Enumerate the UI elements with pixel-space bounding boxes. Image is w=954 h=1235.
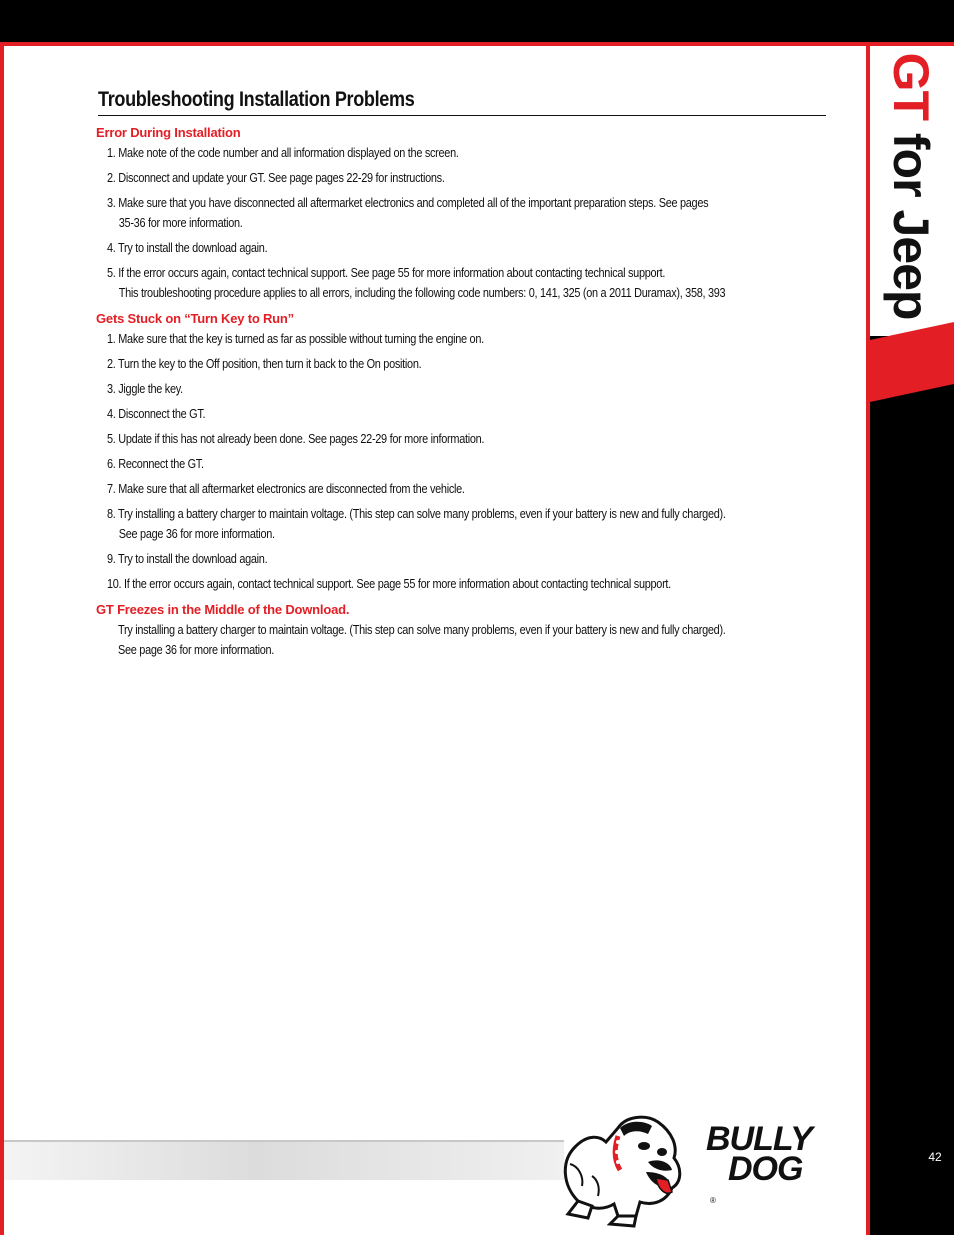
top-red-line	[0, 42, 954, 46]
list-item-line: 8. Try installing a battery charger to maintain voltage. (This step can solve many problems, even if your battery is new and fully charged).	[107, 506, 726, 521]
list-item-line: 5. If the error occurs again, contact technical support. See page 55 for more information about contacting technical support.	[107, 265, 666, 280]
list-item-line: 3. Make sure that you have disconnected all aftermarket electronics and completed all of the important preparation steps. See pages	[107, 195, 709, 210]
list-item	[96, 193, 836, 233]
list-item	[96, 143, 836, 163]
main-content	[96, 88, 836, 660]
list-item	[96, 354, 836, 374]
paragraph	[96, 620, 836, 660]
list-item	[96, 238, 836, 258]
list-item-line: 4. Disconnect the GT.	[107, 406, 206, 421]
section	[96, 600, 836, 660]
bully-dog-logo	[548, 1106, 848, 1231]
list-item	[96, 479, 836, 499]
list-item	[96, 574, 836, 594]
list-item-line: 10. If the error occurs again, contact technical support. See page 55 for more information about contacting technical support.	[107, 576, 671, 591]
list-item	[96, 329, 836, 349]
top-black-bar	[0, 0, 954, 42]
list-item-line: 2. Disconnect and update your GT. See page pages 22-29 for instructions.	[107, 170, 445, 185]
list-item-line: 4. Try to install the download again.	[107, 240, 268, 255]
list-item	[96, 504, 836, 544]
side-title-rest: for Jeep	[883, 120, 939, 320]
left-red-line	[0, 42, 4, 1235]
sections	[96, 123, 836, 660]
logo-line-2: DOG	[728, 1150, 803, 1188]
list-item-line: 2. Turn the key to the Off position, then turn it back to the On position.	[107, 356, 422, 371]
list-item-line: 7. Make sure that all aftermarket electronics are disconnected from the vehicle.	[107, 481, 465, 496]
list-item-line: 35-36 for more information.	[118, 215, 243, 230]
list-item	[96, 379, 836, 399]
list-item-line: 5. Update if this has not already been done. See pages 22-29 for more information.	[107, 431, 485, 446]
list-item-line: 3. Jiggle the key.	[107, 381, 183, 396]
paragraph-line: See page 36 for more information.	[118, 642, 275, 657]
list-item	[96, 429, 836, 449]
list-item	[96, 168, 836, 188]
bulldog-mascot-icon	[548, 1106, 718, 1231]
section-heading: Error During Installation	[96, 125, 241, 140]
list-item-line: 1. Make sure that the key is turned as far as possible without turning the engine on.	[107, 331, 484, 346]
list-item	[96, 454, 836, 474]
side-title-gt: GT	[883, 52, 939, 121]
list-item-line: This troubleshooting procedure applies to all errors, including the following code numbers: 0, 141, 325 (on a 2011 Duramax), 358, 393	[118, 285, 726, 300]
list-item-line: 6. Reconnect the GT.	[107, 456, 204, 471]
section	[96, 309, 836, 594]
section-heading: GT Freezes in the Middle of the Download.	[96, 602, 350, 617]
side-title	[882, 53, 940, 320]
list-item-line: See page 36 for more information.	[118, 526, 275, 541]
page-number: 42	[928, 1150, 942, 1164]
logo-registered-mark: ®	[710, 1196, 716, 1205]
list-item	[96, 263, 836, 303]
list-item-line: 1. Make note of the code number and all information displayed on the screen.	[107, 145, 459, 160]
footer-band	[4, 1140, 564, 1180]
list-item	[96, 404, 836, 424]
paragraph-line: Try installing a battery charger to maintain voltage. (This step can solve many problems, even if your battery is new and fully charged).	[118, 622, 726, 637]
list-item	[96, 549, 836, 569]
section	[96, 123, 836, 303]
page-title: Troubleshooting Installation Problems	[98, 88, 415, 111]
section-heading: Gets Stuck on “Turn Key to Run”	[96, 311, 294, 326]
title-row	[98, 88, 826, 116]
logo-line-1: BULLY	[706, 1120, 812, 1158]
list-item-line: 9. Try to install the download again.	[107, 551, 268, 566]
footer-band-edge	[4, 1140, 564, 1142]
